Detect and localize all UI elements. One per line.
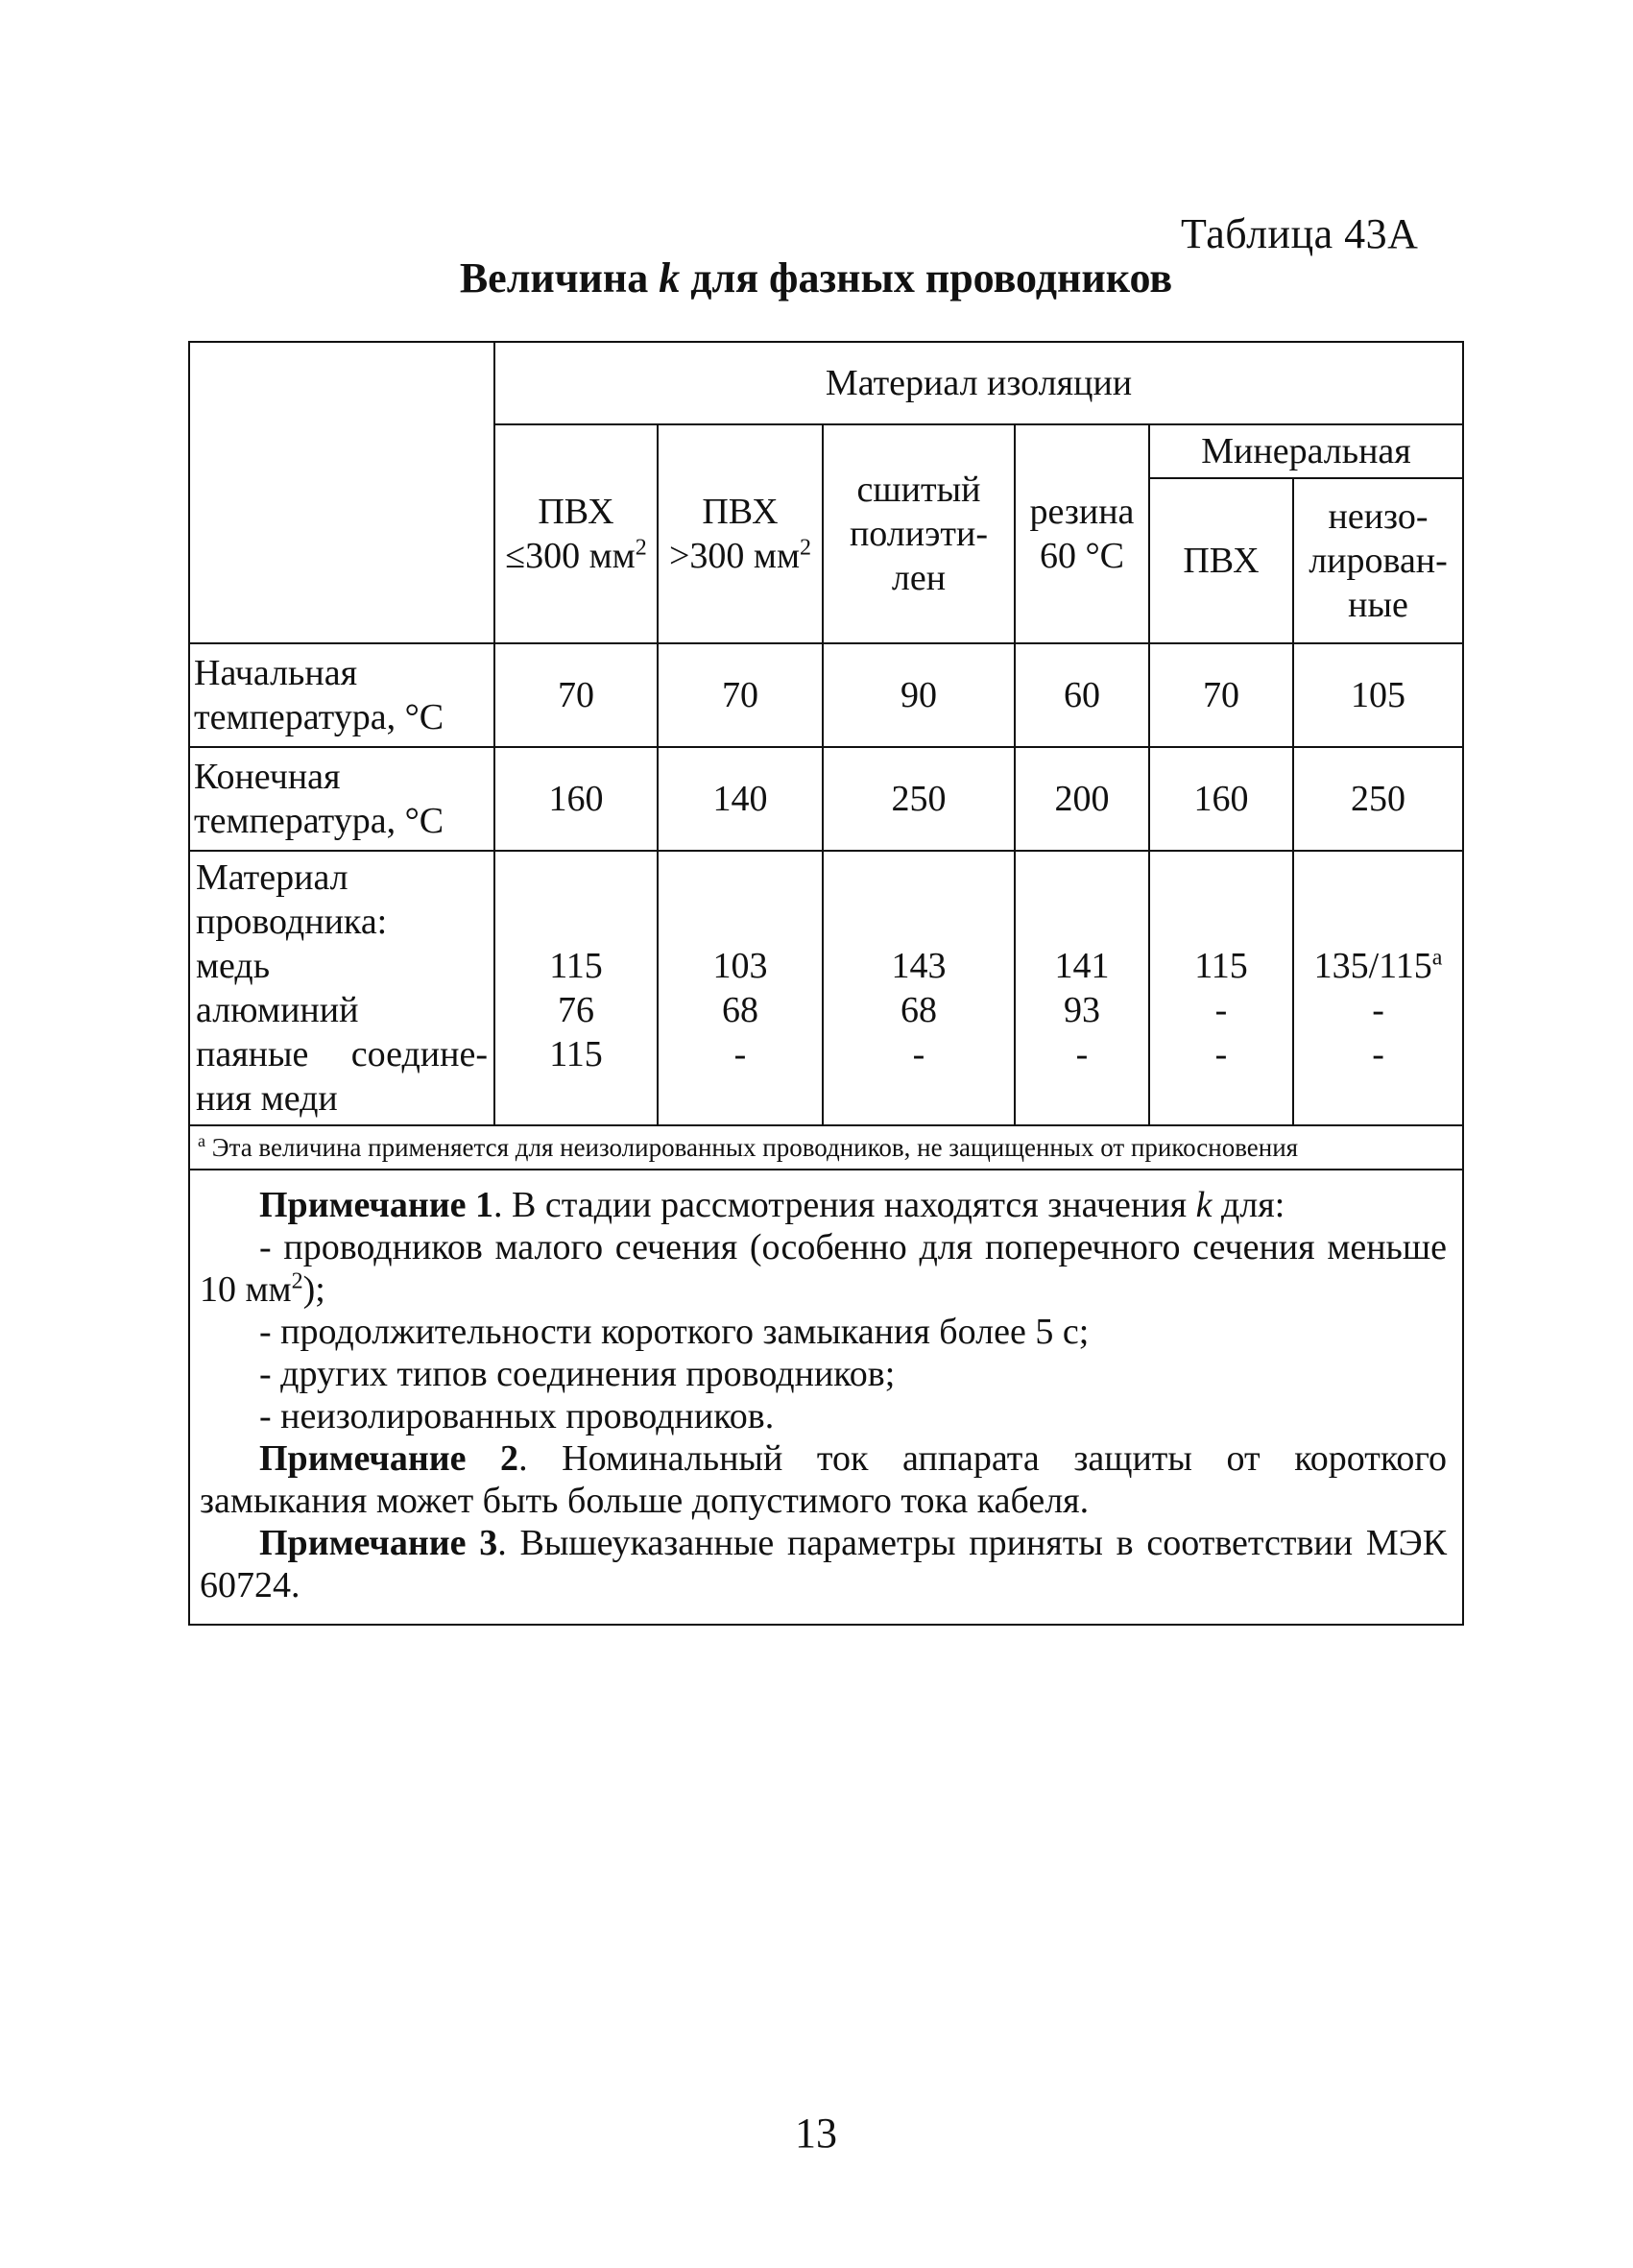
- cell-value: 68: [901, 990, 937, 1030]
- note-2: [200, 1437, 1447, 1522]
- table-footnote: [189, 1125, 1463, 1170]
- cell-value: -: [912, 1034, 925, 1074]
- col-header-pvc-large-line2: >300 мм: [668, 536, 801, 576]
- col-header-rubber-line2: 60 °С: [1039, 536, 1125, 576]
- footnote-text: Эта величина применяется для неизолированных проводников, не защищенных от прикосновения: [211, 1133, 1299, 1162]
- table-row-footnote: [189, 1125, 1463, 1170]
- cell-value: 115: [1194, 946, 1248, 986]
- note-1-item-3: - других типов соединения проводников;: [259, 1354, 896, 1394]
- note-item-text: - проводников малого сечения (особенно для поперечного сечения меньше 10 мм: [200, 1227, 1448, 1310]
- label-line: проводника:: [196, 902, 388, 942]
- row-label-initial-temp: Начальная температура, °С: [189, 643, 494, 747]
- col-header-bare-line3: ные: [1348, 585, 1408, 625]
- label-line: Материал: [196, 857, 348, 898]
- note-1: [200, 1184, 1447, 1226]
- table-label: Таблица 43А: [1181, 210, 1419, 257]
- col-header-pvc-large: [658, 424, 823, 643]
- title-k-symbol: k: [659, 254, 681, 302]
- note-1-item-4: - неизолированных проводников.: [259, 1396, 775, 1436]
- note-1-label: Примечание 1: [259, 1185, 493, 1225]
- cell-value: 250: [1293, 747, 1463, 851]
- label-line: ния меди: [196, 1078, 338, 1119]
- notes-block: [189, 1170, 1463, 1625]
- table-row-initial-temp: [189, 643, 1463, 747]
- row-label-conductor-material: [189, 851, 494, 1125]
- row-label-final-temp: Конечная температура, °С: [189, 747, 494, 851]
- mineral-header: Минеральная: [1149, 424, 1463, 478]
- note-1-item-2: - продолжительности короткого замыкания более 5 с;: [259, 1312, 1090, 1352]
- note-item-text-end: );: [302, 1269, 325, 1310]
- footnote-mark: а: [1431, 945, 1443, 971]
- label-line: алюминий: [196, 990, 359, 1030]
- page-number: 13: [795, 2110, 837, 2157]
- conductor-values-col1: [494, 851, 658, 1125]
- conductor-values-col2: [658, 851, 823, 1125]
- cell-value: -: [1372, 1034, 1384, 1074]
- cell-value: -: [1372, 990, 1384, 1030]
- table-row-notes: [189, 1170, 1463, 1625]
- conductor-values-col3: [823, 851, 1015, 1125]
- table-row-final-temp: [189, 747, 1463, 851]
- cell-value: 105: [1293, 643, 1463, 747]
- col-header-xlpe-line1: сшитый: [856, 470, 981, 510]
- cell-value: 143: [891, 946, 947, 986]
- cell-value: -: [1075, 1034, 1089, 1074]
- col-header-pvc-small: [494, 424, 658, 643]
- cell-value: 70: [658, 643, 823, 747]
- document-title: [384, 253, 1248, 302]
- table-corner-cell: [189, 342, 494, 643]
- cell-value: 160: [494, 747, 658, 851]
- note-2-text: . Номинальный ток аппарата защиты от короткого замыкания может быть больше допустимого тока кабеля.: [200, 1438, 1448, 1521]
- cell-value: 103: [712, 946, 768, 986]
- note-3-text: . Вышеуказанные параметры приняты в соответствии МЭК 60724.: [200, 1523, 1448, 1605]
- note-1-item-1: [200, 1226, 1447, 1311]
- insulation-material-header: Материал изоляции: [494, 342, 1463, 424]
- col-header-xlpe-line2: полиэти-: [849, 514, 989, 554]
- cell-value: -: [733, 1034, 747, 1074]
- note-3-label: Примечание 3: [259, 1523, 498, 1563]
- col-header-xlpe: [823, 424, 1015, 643]
- cell-value: 141: [1054, 946, 1110, 986]
- k-values-table: [188, 341, 1464, 1626]
- col-header-rubber-line1: резина: [1029, 492, 1135, 532]
- label-line: медь: [196, 946, 271, 986]
- cell-value: 160: [1149, 747, 1293, 851]
- col-header-bare-line1: неизо-: [1328, 496, 1429, 537]
- title-prefix: Величина: [459, 254, 660, 302]
- cell-value: 93: [1064, 990, 1100, 1030]
- col-header-bare-line2: лирован-: [1309, 541, 1448, 581]
- cell-value: 70: [1149, 643, 1293, 747]
- cell-value: 115: [549, 1034, 603, 1074]
- cell-value: -: [1214, 990, 1228, 1030]
- cell-value: 115: [549, 946, 603, 986]
- col-header-rubber: [1015, 424, 1149, 643]
- col-header-bare: [1293, 478, 1463, 643]
- conductor-values-col5: [1149, 851, 1293, 1125]
- col-header-pvc-small-line1: ПВХ: [538, 492, 614, 532]
- superscript-2: 2: [635, 535, 647, 561]
- cell-value: 68: [722, 990, 758, 1030]
- col-header-mineral-pvc: ПВХ: [1149, 478, 1293, 643]
- cell-value: -: [1214, 1034, 1228, 1074]
- conductor-values-col4: [1015, 851, 1149, 1125]
- cell-value: 250: [823, 747, 1015, 851]
- cell-value-text: 135/115: [1313, 946, 1432, 986]
- cell-value: 200: [1015, 747, 1149, 851]
- note-1-text: . В стадии рассмотрения находятся значения: [492, 1185, 1196, 1225]
- title-suffix: для фазных проводников: [680, 254, 1173, 302]
- label-line: паяные соедине-: [196, 1034, 488, 1074]
- col-header-pvc-small-line2: ≤300 мм: [505, 536, 636, 576]
- note-1-text-end: для:: [1212, 1185, 1285, 1225]
- note-1-k-symbol: k: [1195, 1185, 1213, 1225]
- superscript-2: 2: [800, 535, 812, 561]
- cell-value: 70: [494, 643, 658, 747]
- cell-value: 76: [558, 990, 594, 1030]
- conductor-values-col6: [1293, 851, 1463, 1125]
- cell-value: 140: [658, 747, 823, 851]
- cell-value: 60: [1015, 643, 1149, 747]
- note-3: [200, 1522, 1447, 1606]
- cell-value: 90: [823, 643, 1015, 747]
- col-header-pvc-large-line1: ПВХ: [702, 492, 779, 532]
- table-row-conductor-material: [189, 851, 1463, 1125]
- note-2-label: Примечание 2: [259, 1438, 519, 1479]
- superscript-2: 2: [291, 1268, 303, 1294]
- cell-value: [1300, 944, 1456, 988]
- col-header-xlpe-line3: лен: [891, 558, 947, 598]
- footnote-mark: а: [198, 1131, 205, 1150]
